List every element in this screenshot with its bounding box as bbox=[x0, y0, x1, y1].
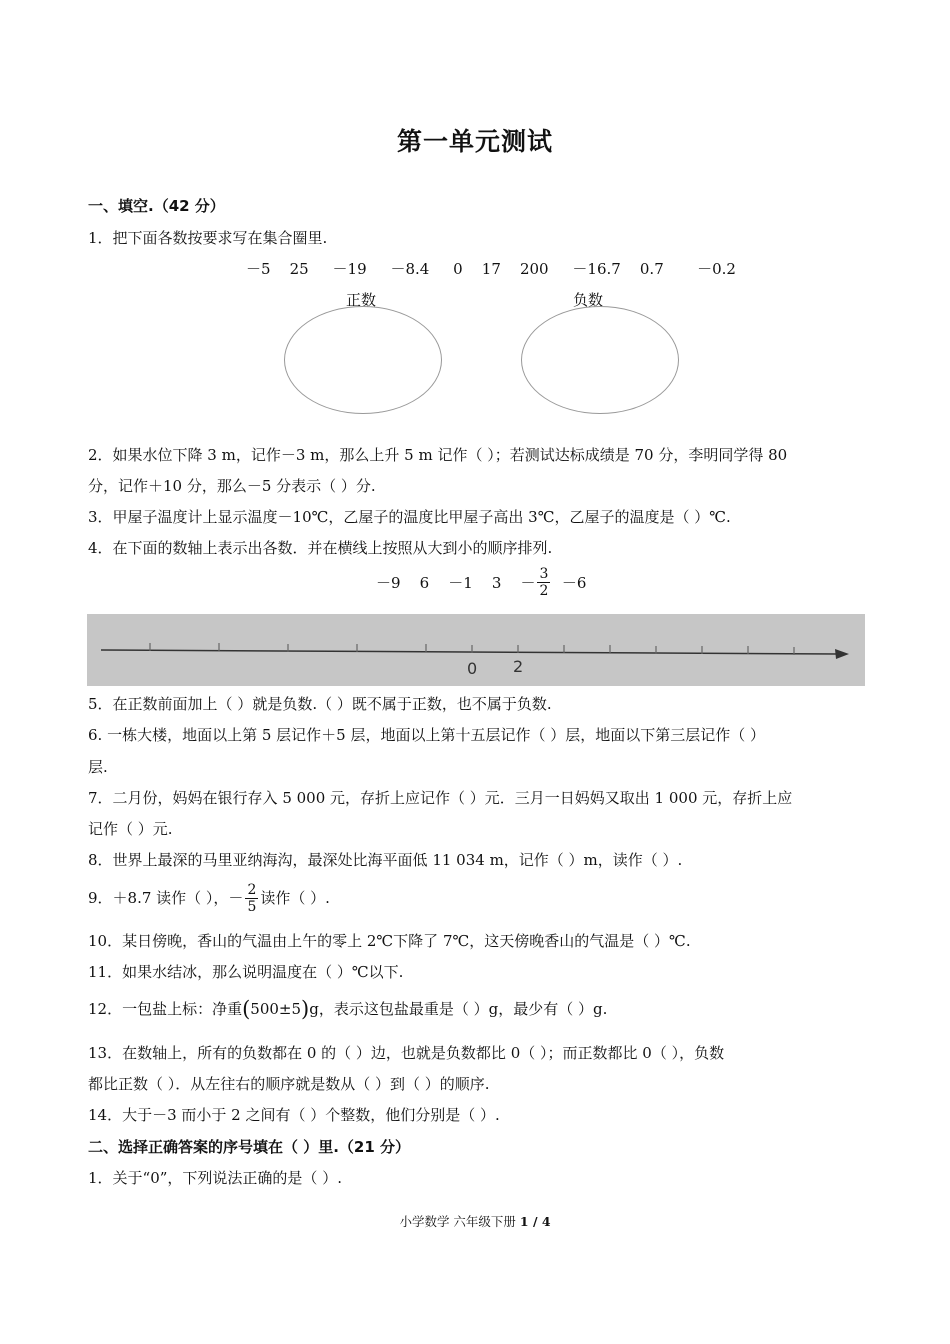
section-1-heading: 一、填空.（42 分） bbox=[88, 197, 225, 215]
question-2-line-2: 分，记作＋10 分，那么－5 分表示（ ）分. bbox=[88, 477, 376, 495]
question-6-line-2: 层. bbox=[88, 758, 108, 776]
question-4-numbers-before: －9 6 －1 3 － bbox=[376, 574, 536, 592]
question-2-line-1: 2．如果水位下降 3 m，记作－3 m，那么上升 5 m 记作（ ）；若测试达标成绩是 70 分，李明同学得 80 bbox=[88, 446, 788, 464]
question-14: 14．大于－3 而小于 2 之间有（ ）个整数，他们分别是（ ）. bbox=[88, 1106, 500, 1124]
axis-label-zero: 0 bbox=[467, 659, 478, 678]
number-line-svg bbox=[87, 614, 865, 686]
question-5: 5．在正数前面加上（ ）就是负数.（ ）既不属于正数，也不属于负数. bbox=[88, 695, 552, 713]
question-4-numbers bbox=[376, 566, 586, 599]
fraction-three-halves bbox=[537, 566, 550, 599]
section-2-heading: 二、选择正确答案的序号填在（ ）里.（21 分） bbox=[88, 1138, 411, 1156]
question-12-paren-open: ( bbox=[242, 997, 251, 1021]
question-12-before: 12．一包盐上标：净重 bbox=[88, 1000, 243, 1018]
question-4-numbers-after: －6 bbox=[552, 574, 587, 592]
axis-label-two: 2 bbox=[513, 657, 524, 676]
question-8: 8．世界上最深的马里亚纳海沟，最深处比海平面低 11 034 m，记作（ ）m，读作（ ）. bbox=[88, 851, 683, 869]
question-13-line-2: 都比正数（ ）．从左往右的顺序就是数从（ ）到（ ）的顺序. bbox=[88, 1075, 490, 1093]
fraction-two-fifths bbox=[245, 882, 258, 915]
question-12-after: g，表示这包盐最重是（ ）g，最少有（ ）g. bbox=[309, 1000, 608, 1018]
page-title: 第一单元测试 bbox=[396, 127, 553, 156]
fraction-numerator: 3 bbox=[539, 566, 549, 582]
question-11: 11．如果水结冰，那么说明温度在（ ）℃以下. bbox=[88, 963, 404, 981]
question-9 bbox=[88, 880, 866, 916]
section-2-question-1: 1．关于“0”，下列说法正确的是（ ）. bbox=[88, 1169, 342, 1187]
number-line-arrow bbox=[835, 649, 849, 659]
negative-set-circle bbox=[521, 306, 679, 414]
number-line-axis bbox=[101, 650, 839, 654]
question-1-numbers: －5 25 －19 －8.4 0 17 200 －16.7 0.7 －0.2 bbox=[246, 260, 736, 278]
page-footer bbox=[0, 1212, 950, 1230]
question-3: 3．甲屋子温度计上显示温度－10℃，乙屋子的温度比甲屋子高出 3℃，乙屋子的温度是（ ）℃. bbox=[88, 508, 731, 526]
number-line-image bbox=[87, 614, 865, 686]
question-6-line-1: 6. 一栋大楼，地面以上第 5 层记作＋5 层，地面以上第十五层记作（ ）层，地面以下第三层记作（ ） bbox=[88, 726, 766, 744]
footer-text: 小学数学 六年级下册 bbox=[399, 1214, 520, 1229]
footer-page-number: 1 / 4 bbox=[519, 1214, 551, 1229]
positive-set-circle bbox=[284, 306, 442, 414]
question-7-line-2: 记作（ ）元. bbox=[88, 820, 173, 838]
question-12-expression: 500±5 bbox=[250, 1000, 302, 1018]
positive-set-label: 正数 bbox=[346, 291, 377, 309]
fraction-denominator: 2 bbox=[539, 583, 549, 599]
negative-set-label: 负数 bbox=[573, 291, 604, 309]
question-12 bbox=[88, 999, 866, 1023]
question-10: 10．某日傍晚，香山的气温由上午的零上 2℃下降了 7℃，这天傍晚香山的气温是（ ）℃. bbox=[88, 932, 691, 950]
question-13-line-1: 13．在数轴上，所有的负数都在 0 的（ ）边，也就是负数都比 0（ ）；而正数都比 0（ ），负数 bbox=[88, 1044, 725, 1062]
question-4-text: 4．在下面的数轴上表示出各数．并在横线上按照从大到小的顺序排列. bbox=[88, 539, 553, 557]
question-1-text: 1．把下面各数按要求写在集合圈里. bbox=[88, 229, 328, 247]
fraction-denominator: 5 bbox=[247, 898, 257, 915]
question-9-before: 9．＋8.7 读作（ ），－ bbox=[88, 889, 244, 907]
fraction-numerator: 2 bbox=[247, 881, 257, 898]
question-9-after: 读作（ ）. bbox=[260, 889, 330, 907]
question-12-paren-close: ) bbox=[301, 997, 310, 1021]
question-7-line-1: 7．二月份，妈妈在银行存入 5 000 元，存折上应记作（ ）元．三月一日妈妈又取出 1 000 元，存折上应 bbox=[88, 789, 793, 807]
